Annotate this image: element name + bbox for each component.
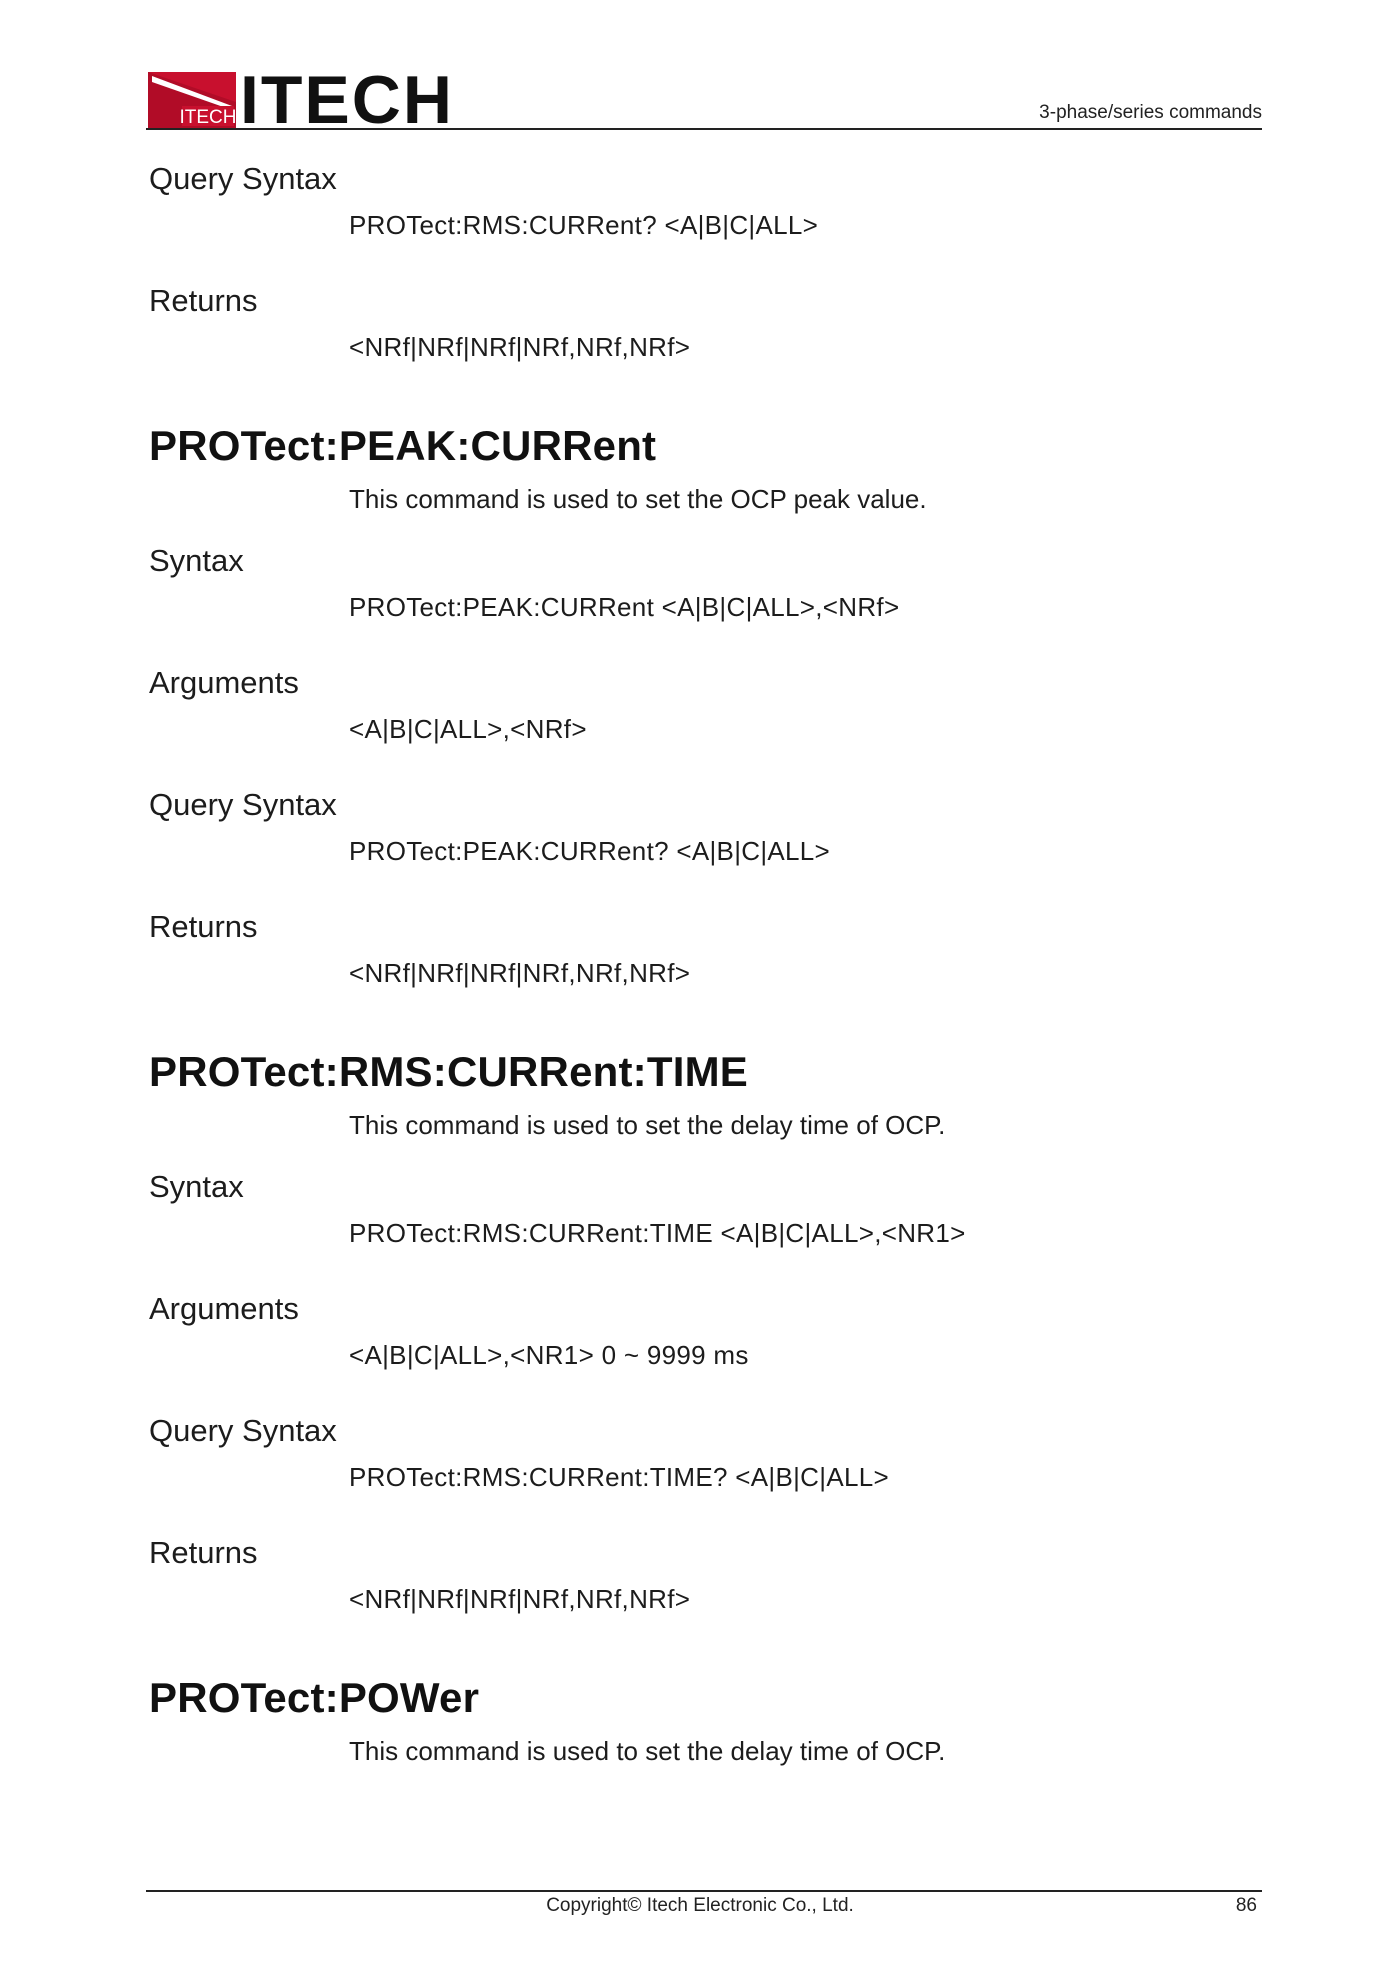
- syntax-label-2: Syntax: [149, 543, 244, 578]
- query-syntax-label-3: Query Syntax: [149, 1413, 337, 1448]
- description-peak-current: This command is used to set the OCP peak value.: [349, 484, 927, 514]
- returns-label-3: Returns: [149, 1535, 258, 1570]
- query-syntax-label-2: Query Syntax: [149, 787, 337, 822]
- query-syntax-cmd-2: PROTect:PEAK:CURRent? <A|B|C|ALL>: [349, 836, 831, 866]
- returns-value-1: <NRf|NRf|NRf|NRf,NRf,NRf>: [349, 332, 691, 362]
- command-heading-rms-current-time: PROTect:RMS:CURRent:TIME: [149, 1048, 748, 1095]
- description-power: This command is used to set the delay time of OCP.: [349, 1736, 946, 1766]
- footer-copyright: Copyright© Itech Electronic Co., Ltd.: [546, 1895, 854, 1916]
- arguments-label-2: Arguments: [149, 665, 299, 700]
- header-divider: [146, 128, 1262, 130]
- query-syntax-label-1: Query Syntax: [149, 161, 337, 196]
- logo-wordmark: ITECH: [240, 62, 454, 138]
- page-number: 86: [1235, 1895, 1257, 1916]
- query-syntax-cmd-1: PROTect:RMS:CURRent? <A|B|C|ALL>: [349, 210, 819, 240]
- syntax-cmd-2: PROTect:PEAK:CURRent <A|B|C|ALL>,<NRf>: [349, 592, 900, 622]
- returns-label-1: Returns: [149, 283, 258, 318]
- document-content: [149, 160, 1259, 1784]
- arguments-value-3: <A|B|C|ALL>,<NR1> 0 ~ 9999 ms: [349, 1340, 749, 1370]
- command-heading-power: PROTect:POWer: [149, 1674, 480, 1721]
- arguments-value-2: <A|B|C|ALL>,<NRf>: [349, 714, 587, 744]
- command-heading-peak-current: PROTect:PEAK:CURRent: [149, 422, 657, 469]
- returns-value-2: <NRf|NRf|NRf|NRf,NRf,NRf>: [349, 958, 691, 988]
- arguments-label-3: Arguments: [149, 1291, 299, 1326]
- syntax-label-3: Syntax: [149, 1169, 244, 1204]
- syntax-cmd-3: PROTect:RMS:CURRent:TIME <A|B|C|ALL>,<NR1>: [349, 1218, 966, 1248]
- footer-divider: [146, 1890, 1262, 1892]
- description-rms-current-time: This command is used to set the delay time of OCP.: [349, 1110, 946, 1140]
- logo-small-text: ITECH: [179, 107, 236, 128]
- returns-label-2: Returns: [149, 909, 258, 944]
- itech-logo-mark: [148, 72, 236, 128]
- section-title: 3-phase/series commands: [1039, 102, 1262, 123]
- returns-value-3: <NRf|NRf|NRf|NRf,NRf,NRf>: [349, 1584, 691, 1614]
- itech-logo: [148, 62, 454, 138]
- query-syntax-cmd-3: PROTect:RMS:CURRent:TIME? <A|B|C|ALL>: [349, 1462, 889, 1492]
